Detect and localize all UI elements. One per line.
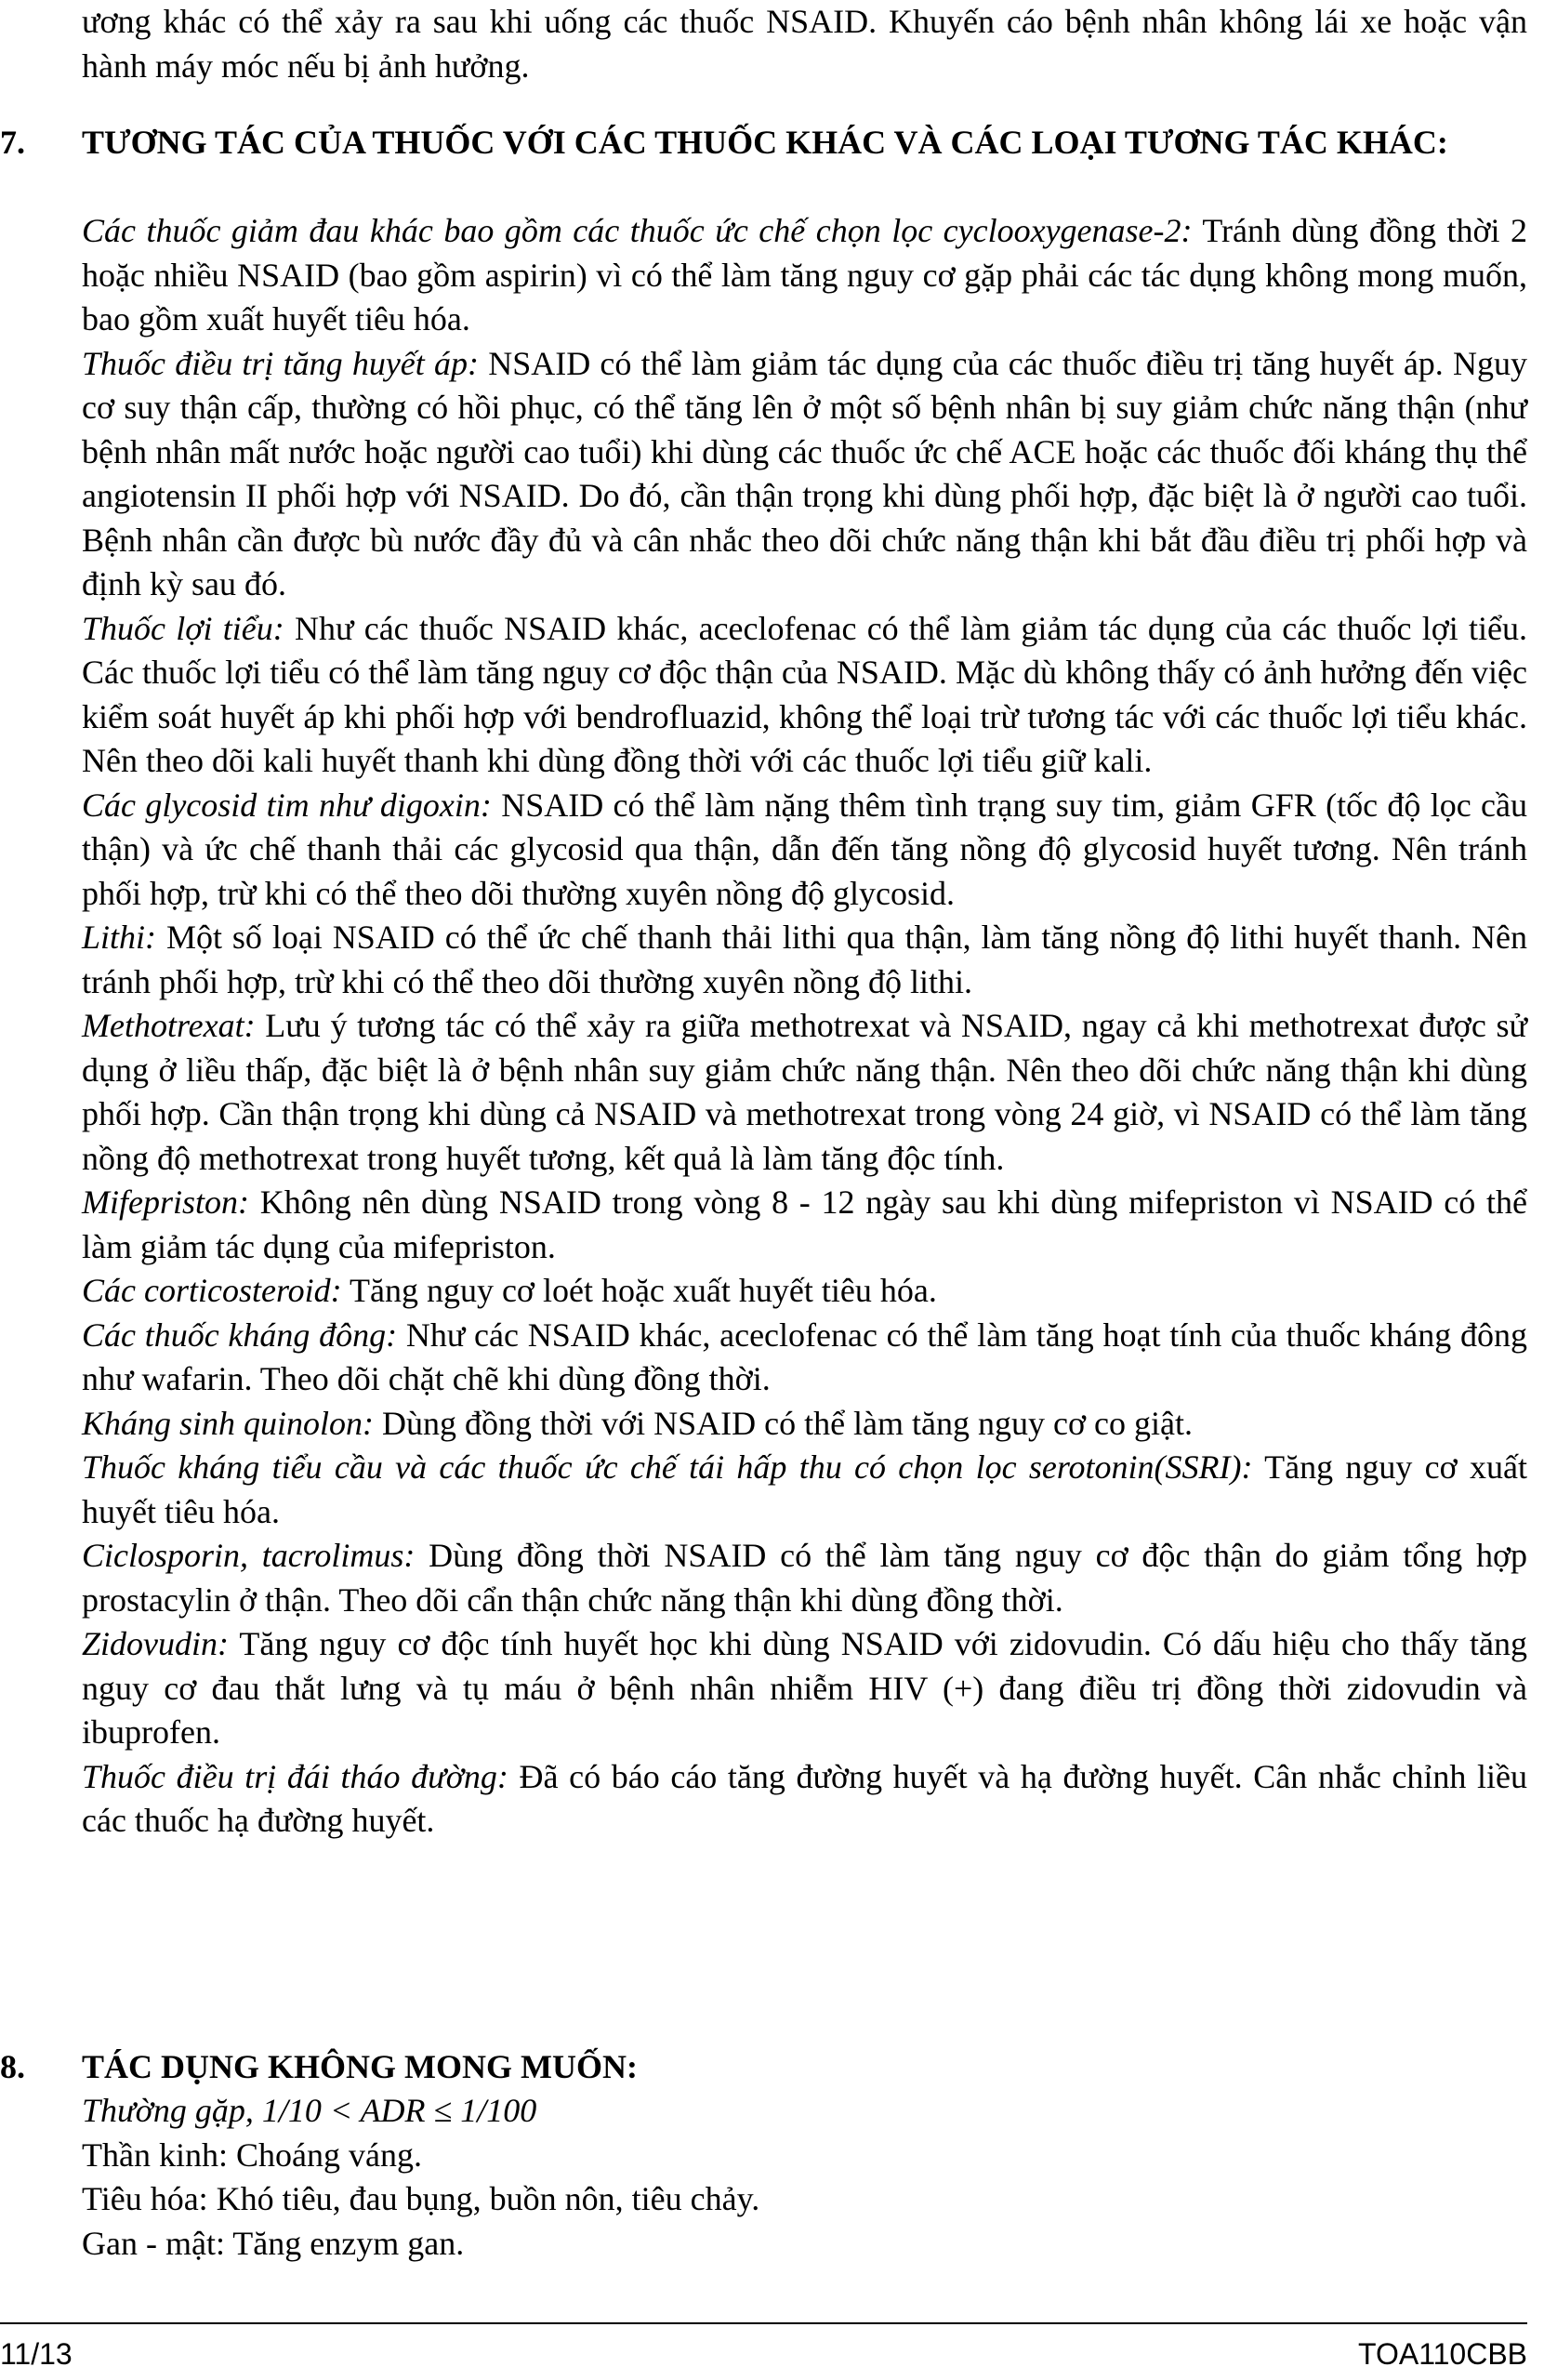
interaction-text: Tăng nguy cơ loét hoặc xuất huyết tiêu hóa. bbox=[341, 1272, 937, 1309]
interaction-paragraph bbox=[82, 1314, 1527, 1402]
interaction-text: Tăng nguy cơ độc tính huyết học khi dùng NSAID với zidovudin. Có dấu hiệu cho thấy tăng nguy cơ đau thắt lưng và tụ máu ở bệnh nhân nhiễm HIV (+) đang điều trị đồng thời zidovudin và ibuprofen. bbox=[82, 1625, 1527, 1751]
interaction-term: Ciclosporin, tacrolimus: bbox=[82, 1537, 416, 1574]
interaction-text: Tránh dùng đồng thời 2 hoặc nhiều NSAID (bao gồm aspirin) vì có thể làm tăng nguy cơ gặp phải các tác dụng không mong muốn, bao gồm xuất huyết tiêu hóa. bbox=[82, 212, 1527, 337]
frequency-label: Thường gặp, 1/10 < ADR ≤ 1/100 bbox=[82, 2092, 537, 2129]
interaction-term: Thuốc lợi tiểu: bbox=[82, 609, 284, 647]
interaction-term: Thuốc điều trị tăng huyết áp: bbox=[82, 344, 479, 382]
interaction-text: Lưu ý tương tác có thể xảy ra giữa methotrexat và NSAID, ngay cả khi methotrexat được sử dụng ở liều thấp, đặc biệt là ở bệnh nhân suy giảm chức năng thận. Nên theo dõi chức năng thận khi dùng phối hợp. Cần thận trọng khi dùng cả NSAID và methotrexat trong vòng 24 giờ, vì NSAID có thể làm tăng nồng độ methotrexat trong huyết tương, kết quả là làm tăng độc tính. bbox=[82, 1007, 1527, 1177]
interaction-paragraph bbox=[82, 1004, 1527, 1181]
interaction-paragraph bbox=[82, 1622, 1527, 1755]
interaction-paragraph bbox=[82, 342, 1527, 607]
adverse-effect-line: Thần kinh: Choáng váng. bbox=[82, 2135, 422, 2174]
interaction-term: Thuốc điều trị đái tháo đường: bbox=[82, 1757, 508, 1795]
intro-paragraph bbox=[82, 0, 1527, 88]
interaction-paragraph bbox=[82, 209, 1527, 342]
intro-text: ương khác có thể xảy ra sau khi uống các thuốc NSAID. Khuyến cáo bệnh nhân không lái xe hoặc vận hành máy móc nếu bị ảnh hưởng. bbox=[82, 3, 1527, 85]
document-code: TOA110CBB bbox=[1357, 2337, 1527, 2371]
section-8-title: TÁC DỤNG KHÔNG MONG MUỐN: bbox=[82, 2048, 638, 2085]
interaction-text: Dùng đồng thời NSAID có thể làm tăng nguy cơ độc thận do giảm tổng hợp prostacylin ở thận. Theo dõi cẩn thận chức năng thận khi dùng đồng thời. bbox=[82, 1537, 1527, 1619]
interaction-term: Methotrexat: bbox=[82, 1007, 256, 1044]
interaction-paragraph bbox=[82, 916, 1527, 1004]
interaction-text: Như các thuốc NSAID khác, aceclofenac có thể làm giảm tác dụng của các thuốc lợi tiểu. Các thuốc lợi tiểu có thể làm tăng nguy cơ độc thận của NSAID. Mặc dù không thấy có ảnh hưởng đến việc kiểm soát huyết áp khi phối hợp với bendrofluazid, không thể loại trừ tương tác với các thuốc lợi tiểu khác. Nên theo dõi kali huyết thanh khi dùng đồng thời với các thuốc lợi tiểu giữ kali. bbox=[82, 609, 1528, 779]
section-8-body bbox=[82, 2089, 1527, 2266]
interaction-term: Các thuốc giảm đau khác bao gồm các thuốc ức chế chọn lọc cyclooxygenase-2: bbox=[82, 212, 1193, 249]
interaction-text: NSAID có thể làm giảm tác dụng của các thuốc điều trị tăng huyết áp. Nguy cơ suy thận cấp, thường có hồi phục, có thể tăng lên ở một số bệnh nhân bị suy giảm chức năng thận (như bệnh nhân mất nước hoặc người cao tuổi) khi dùng các thuốc ức chế ACE hoặc các thuốc đối kháng thụ thể angiotensin II phối hợp với NSAID. Do đó, cần thận trọng khi dùng phối hợp, đặc biệt là ở người cao tuổi. Bệnh nhân cần được bù nước đầy đủ và cân nhắc theo dõi chức năng thận khi bắt đầu điều trị phối hợp và định kỳ sau đó. bbox=[82, 344, 1528, 602]
interaction-term: Kháng sinh quinolon: bbox=[82, 1404, 375, 1442]
interaction-term: Thuốc kháng tiểu cầu và các thuốc ức chế tái hấp thu có chọn lọc serotonin(SSRI): bbox=[82, 1448, 1253, 1486]
interaction-paragraph bbox=[82, 1534, 1527, 1622]
section-8-number: 8. bbox=[0, 2048, 25, 2085]
adverse-effect-line: Gan - mật: Tăng enzym gan. bbox=[82, 2224, 465, 2262]
interaction-paragraph bbox=[82, 1181, 1527, 1269]
section-7-body bbox=[82, 209, 1527, 1844]
interaction-term: Lithi: bbox=[82, 919, 157, 956]
interaction-term: Các glycosid tim như digoxin: bbox=[82, 786, 492, 824]
interaction-paragraph bbox=[82, 1446, 1527, 1534]
interaction-term: Zidovudin: bbox=[82, 1625, 229, 1662]
interaction-text: Tăng nguy cơ xuất huyết tiêu hóa. bbox=[82, 1448, 1527, 1530]
interaction-text: NSAID có thể làm nặng thêm tình trạng suy tim, giảm GFR (tốc độ lọc cầu thận) và ức chế thanh thải các glycosid qua thận, dẫn đến tăng nồng độ glycosid huyết tương. Nên tránh phối hợp, trừ khi có thể theo dõi thường xuyên nồng độ glycosid. bbox=[82, 786, 1527, 912]
section-7-title: TƯƠNG TÁC CỦA THUỐC VỚI CÁC THUỐC KHÁC VÀ CÁC LOẠI TƯƠNG TÁC KHÁC: bbox=[82, 124, 1448, 161]
interaction-paragraph bbox=[82, 1269, 1527, 1314]
interaction-text: Không nên dùng NSAID trong vòng 8 - 12 ngày sau khi dùng mifepriston vì NSAID có thể làm giảm tác dụng của mifepriston. bbox=[82, 1183, 1527, 1265]
footer-divider bbox=[0, 2322, 1527, 2324]
interaction-term: Mifepriston: bbox=[82, 1183, 249, 1221]
interaction-paragraph bbox=[82, 784, 1527, 917]
interaction-text: Như các NSAID khác, aceclofenac có thể làm tăng hoạt tính của thuốc kháng đông như wafarin. Theo dõi chặt chẽ khi dùng đồng thời. bbox=[82, 1316, 1527, 1397]
section-7-number: 7. bbox=[0, 124, 25, 161]
interaction-term: Các thuốc kháng đông: bbox=[82, 1316, 398, 1354]
interaction-paragraph bbox=[82, 607, 1527, 784]
page-number: 11/13 bbox=[0, 2337, 73, 2371]
interaction-paragraph bbox=[82, 1402, 1527, 1447]
interaction-text: Một số loại NSAID có thể ức chế thanh thải lithi qua thận, làm tăng nồng độ lithi huyết thanh. Nên tránh phối hợp, trừ khi có thể theo dõi thường xuyên nồng độ lithi. bbox=[82, 919, 1527, 1000]
interaction-text: Đã có báo cáo tăng đường huyết và hạ đường huyết. Cân nhắc chỉnh liều các thuốc hạ đường huyết. bbox=[82, 1757, 1528, 1839]
adverse-effect-line: Tiêu hóa: Khó tiêu, đau bụng, buồn nôn, tiêu chảy. bbox=[82, 2180, 760, 2217]
interaction-paragraph bbox=[82, 1755, 1527, 1844]
interaction-text: Dùng đồng thời với NSAID có thể làm tăng nguy cơ co giật. bbox=[374, 1404, 1193, 1442]
interaction-term: Các corticosteroid: bbox=[82, 1272, 342, 1309]
